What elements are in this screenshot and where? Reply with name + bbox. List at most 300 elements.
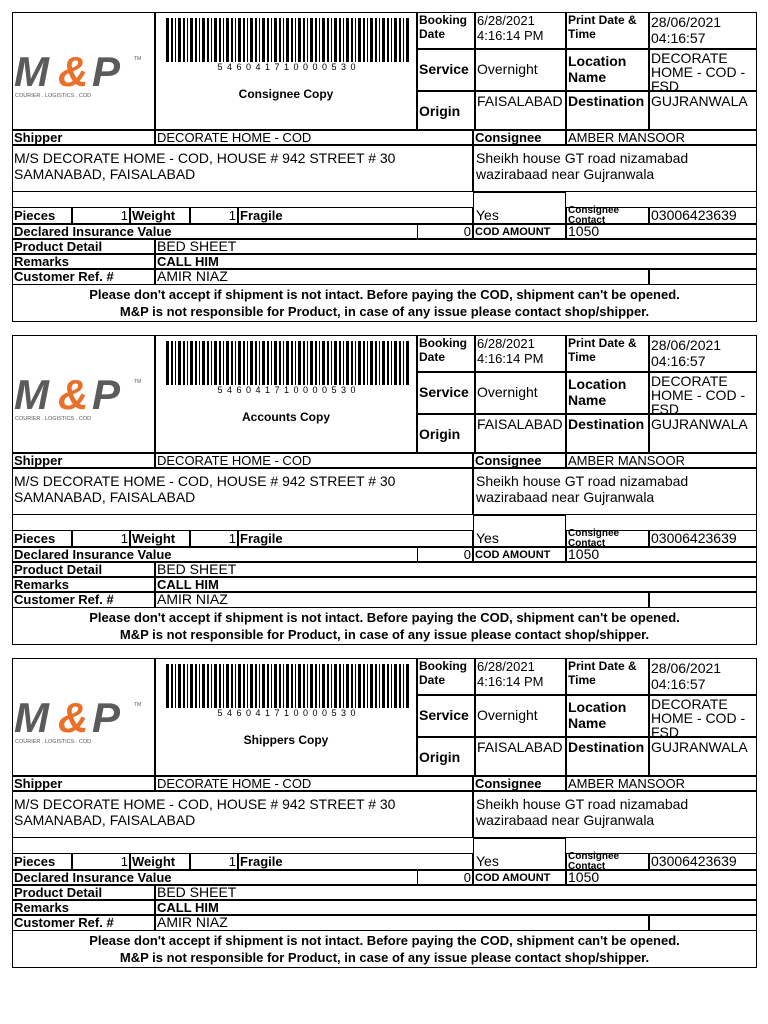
ref-value: AMIR NIAZ [157, 268, 228, 284]
ref-label: Customer Ref. # [14, 592, 114, 607]
barcode-bar [202, 18, 205, 62]
barcode-bar [327, 341, 329, 385]
barcode-bar [283, 341, 284, 385]
barcode-bar [267, 341, 269, 385]
barcode-graphic [164, 664, 410, 708]
shipper-name: DECORATE HOME - COD [157, 776, 312, 791]
barcode-bar [286, 664, 289, 708]
print-date-label: Print Date & Time [568, 336, 637, 364]
svg-text:TM: TM [134, 56, 142, 62]
barcode-bar [231, 18, 233, 62]
barcode-bar [247, 341, 248, 385]
fragile-label: Fragile [240, 531, 283, 546]
barcode-bar [183, 341, 185, 385]
barcode-bar [387, 664, 389, 708]
barcode-bar [406, 664, 409, 708]
contact-value: 03006423639 [651, 853, 737, 869]
booking-date-value: 6/28/2021 4:16:14 PM [477, 659, 544, 689]
product-cell [155, 239, 757, 254]
barcode-bar [187, 341, 188, 385]
barcode-bar [327, 664, 329, 708]
cod-value: 1050 [568, 223, 600, 239]
barcode-bar [375, 341, 377, 385]
barcode-bar [235, 664, 236, 708]
barcode-bar [243, 664, 245, 708]
product-cell [155, 562, 757, 577]
consignee-address: Sheikh house GT road nizamabad wazirabaad near Gujranwala [476, 150, 689, 183]
copy-label: Shippers Copy [243, 733, 329, 747]
barcode-bar [322, 664, 325, 708]
origin-value: FAISALABAD [477, 416, 563, 432]
destination-label: Destination [568, 739, 645, 755]
shipper-label: Shipper [14, 776, 63, 791]
barcode-bar [343, 664, 344, 708]
barcode-bar [367, 18, 368, 62]
pieces-value: 1 [120, 208, 128, 223]
barcode-bar [399, 664, 401, 708]
barcode-graphic [164, 341, 410, 385]
consignee-label: Consignee [475, 453, 542, 468]
booking-date-label: Booking Date [419, 13, 467, 41]
barcode-bar [358, 341, 361, 385]
ref-cell [155, 592, 649, 608]
barcode-bar [295, 341, 296, 385]
barcode-bar [382, 664, 385, 708]
barcode-bar [271, 18, 272, 62]
barcode-digits: 5 4 6 0 4 1 7 1 0 0 0 0 5 3 0 [217, 385, 357, 395]
barcode-bar [223, 18, 224, 62]
barcode-bar [406, 341, 409, 385]
fragile-value: Yes [476, 207, 499, 223]
barcode-bar [267, 664, 269, 708]
cod-value: 1050 [568, 546, 600, 562]
service-label: Service [419, 61, 469, 77]
booking-date-label: Booking Date [419, 336, 467, 364]
location-value: DECORATE HOME - COD -FSD [651, 373, 746, 417]
barcode-bar [334, 664, 337, 708]
remarks-cell [155, 254, 757, 269]
barcode-bar [303, 18, 305, 62]
product-value: BED SHEET [157, 884, 237, 900]
barcode-bar [190, 664, 193, 708]
barcode-bar [255, 18, 257, 62]
barcode-bar [207, 341, 209, 385]
barcode-bar [295, 664, 296, 708]
product-cell [155, 885, 757, 900]
barcode-bar [214, 664, 217, 708]
barcode-bar [331, 664, 332, 708]
barcode-bar [259, 341, 260, 385]
barcode-bar [298, 341, 301, 385]
barcode-bar [319, 18, 320, 62]
consignee-name: AMBER MANSOOR [568, 776, 686, 791]
ref-empty-cell [649, 592, 757, 608]
barcode-bar [291, 664, 293, 708]
pieces-value: 1 [120, 531, 128, 546]
barcode-bar [363, 341, 365, 385]
print-date-value: 28/06/2021 04:16:57 [651, 660, 722, 693]
barcode-bar [379, 341, 380, 385]
destination-label: Destination [568, 93, 645, 109]
barcode-bar [334, 341, 337, 385]
product-value: BED SHEET [157, 561, 237, 577]
barcode-bar [382, 18, 385, 62]
barcode-bar [178, 341, 181, 385]
pieces-value: 1 [120, 854, 128, 869]
consignee-name: AMBER MANSOOR [568, 453, 686, 468]
shipper-label: Shipper [14, 453, 63, 468]
location-label: Location Name [568, 376, 627, 409]
origin-label: Origin [419, 749, 461, 765]
ref-value: AMIR NIAZ [157, 914, 228, 930]
barcode-bar [394, 18, 397, 62]
barcode-bar [247, 664, 248, 708]
cod-value: 1050 [568, 869, 600, 885]
barcode-bar [406, 18, 409, 62]
barcode-bar [219, 18, 221, 62]
barcode-bar [279, 664, 281, 708]
barcode-bar [355, 18, 356, 62]
barcode-bar [319, 341, 320, 385]
cod-label: COD AMOUNT [475, 872, 551, 884]
location-label: Location Name [568, 53, 627, 86]
barcode-bar [382, 341, 385, 385]
ref-label: Customer Ref. # [14, 915, 114, 930]
location-value: DECORATE HOME - COD -FSD [651, 696, 746, 740]
booking-date-value: 6/28/2021 4:16:14 PM [477, 13, 544, 43]
barcode-bar [279, 341, 281, 385]
barcode-bar [171, 664, 173, 708]
barcode-bar [346, 18, 349, 62]
barcode-bar [190, 341, 193, 385]
service-value: Overnight [477, 384, 538, 400]
barcode-bar [322, 18, 325, 62]
barcode-bar [219, 341, 221, 385]
ref-value: AMIR NIAZ [157, 591, 228, 607]
barcode-bar [195, 664, 197, 708]
svg-text:&: & [58, 50, 89, 95]
barcode-bar [310, 18, 313, 62]
barcode-bar [394, 664, 397, 708]
svg-text:&: & [58, 696, 89, 741]
destination-value: GUJRANWALA [651, 739, 748, 755]
barcode-bar [399, 18, 401, 62]
barcode-graphic [164, 18, 410, 62]
barcode-bar [226, 18, 229, 62]
product-label: Product Detail [14, 239, 103, 254]
barcode-bar [367, 341, 368, 385]
barcode-bar [247, 18, 248, 62]
product-value: BED SHEET [157, 238, 237, 254]
barcode-bar [274, 664, 277, 708]
origin-label: Origin [419, 103, 461, 119]
remarks-value: CALL HIM [157, 900, 219, 915]
service-value: Overnight [477, 61, 538, 77]
insurance-value: 0 [463, 870, 471, 885]
barcode-bar [243, 18, 245, 62]
weight-value: 1 [228, 531, 236, 546]
barcode-bar [403, 18, 404, 62]
barcode-bar [211, 18, 212, 62]
product-label: Product Detail [14, 562, 103, 577]
barcode-bar [375, 18, 377, 62]
barcode-bar [183, 664, 185, 708]
origin-label: Origin [419, 426, 461, 442]
barcode-bar [171, 18, 173, 62]
service-value: Overnight [477, 707, 538, 723]
weight-value: 1 [228, 854, 236, 869]
svg-text:M: M [14, 373, 47, 418]
barcode-bar [303, 341, 305, 385]
shipper-address: M/S DECORATE HOME - COD, HOUSE # 942 STREET # 30 SAMANABAD, FAISALABAD [14, 796, 396, 829]
barcode-bar [262, 341, 265, 385]
barcode-bar [187, 664, 188, 708]
contact-label: Consignee Contact [568, 851, 620, 872]
insurance-value: 0 [463, 224, 471, 239]
barcode-bar [250, 341, 253, 385]
barcode-bar [363, 664, 365, 708]
barcode-bar [223, 664, 224, 708]
notice-line-1: Please don't accept if shipment is not intact. Before paying the COD, shipment can't be opened. [89, 933, 680, 948]
remarks-label: Remarks [14, 577, 69, 592]
notice-line-1: Please don't accept if shipment is not intact. Before paying the COD, shipment can't be opened. [89, 610, 680, 625]
barcode-bar [295, 18, 296, 62]
ref-empty-cell [649, 915, 757, 931]
ref-cell [155, 915, 649, 931]
barcode-bar [207, 18, 209, 62]
origin-value: FAISALABAD [477, 739, 563, 755]
svg-text:M: M [14, 50, 47, 95]
contact-value: 03006423639 [651, 207, 737, 223]
consignee-name: AMBER MANSOOR [568, 130, 686, 145]
barcode-bar [214, 341, 217, 385]
barcode-bar [283, 664, 284, 708]
shipper-name: DECORATE HOME - COD [157, 453, 312, 468]
barcode-bar [286, 341, 289, 385]
pieces-label: Pieces [14, 531, 56, 546]
consignee-address: Sheikh house GT road nizamabad wazirabaad near Gujranwala [476, 473, 689, 506]
barcode-bar [207, 664, 209, 708]
barcode-bar [355, 341, 356, 385]
barcode-bar [315, 341, 317, 385]
barcode-bar [238, 18, 241, 62]
barcode-bar [310, 664, 313, 708]
barcode-bar [307, 664, 308, 708]
barcode-bar [199, 341, 200, 385]
barcode-bar [343, 18, 344, 62]
barcode-bar [339, 341, 341, 385]
notice-line-2: M&P is not responsible for Product, in case of any issue please contact shop/shipper. [119, 627, 650, 642]
barcode-bar [355, 664, 356, 708]
barcode-bar [279, 18, 281, 62]
insurance-label: Declared Insurance Value [14, 547, 172, 562]
cod-label: COD AMOUNT [475, 226, 551, 238]
barcode-bar [346, 664, 349, 708]
barcode-bar [375, 664, 377, 708]
barcode-bar [370, 18, 373, 62]
barcode-bar [310, 341, 313, 385]
barcode-bar [231, 341, 233, 385]
remarks-value: CALL HIM [157, 577, 219, 592]
barcode-bar [226, 664, 229, 708]
barcode-bar [387, 341, 389, 385]
barcode-bar [166, 664, 169, 708]
barcode-bar [262, 664, 265, 708]
print-date-value: 28/06/2021 04:16:57 [651, 337, 722, 370]
barcode-bar [255, 341, 257, 385]
barcode-bar [190, 18, 193, 62]
fragile-value: Yes [476, 530, 499, 546]
svg-text:TM: TM [134, 702, 142, 708]
barcode-bar [343, 341, 344, 385]
barcode-bar [243, 341, 245, 385]
insurance-label: Declared Insurance Value [14, 224, 172, 239]
barcode-bar [315, 664, 317, 708]
barcode-bar [379, 664, 380, 708]
barcode-bar [211, 664, 212, 708]
weight-value: 1 [228, 208, 236, 223]
shipper-address: M/S DECORATE HOME - COD, HOUSE # 942 STREET # 30 SAMANABAD, FAISALABAD [14, 473, 396, 506]
location-value: DECORATE HOME - COD -FSD [651, 50, 746, 94]
barcode-bar [327, 18, 329, 62]
ref-cell [155, 269, 649, 285]
barcode-bar [339, 664, 341, 708]
barcode-bar [291, 341, 293, 385]
origin-value: FAISALABAD [477, 93, 563, 109]
contact-label: Consignee Contact [568, 205, 620, 226]
barcode-bar [351, 18, 353, 62]
barcode-bar [223, 341, 224, 385]
consignee-address: Sheikh house GT road nizamabad wazirabaad near Gujranwala [476, 796, 689, 829]
barcode-bar [403, 664, 404, 708]
pieces-label: Pieces [14, 854, 56, 869]
barcode-bar [175, 664, 176, 708]
barcode-bar [399, 341, 401, 385]
barcode-bar [226, 341, 229, 385]
weight-label: Weight [132, 854, 176, 869]
barcode-bar [195, 341, 197, 385]
barcode-bar [351, 341, 353, 385]
consignee-label: Consignee [475, 776, 542, 791]
barcode-bar [370, 341, 373, 385]
barcode-bar [370, 664, 373, 708]
remarks-value: CALL HIM [157, 254, 219, 269]
barcode-digits: 5 4 6 0 4 1 7 1 0 0 0 0 5 3 0 [217, 62, 357, 72]
shipper-label: Shipper [14, 130, 63, 145]
print-date-label: Print Date & Time [568, 659, 637, 687]
barcode-bar [307, 18, 308, 62]
barcode-bar [331, 18, 332, 62]
barcode-bar [307, 341, 308, 385]
svg-text:COURIER . LOGISTICS . COD: COURIER . LOGISTICS . COD [15, 739, 92, 745]
barcode-bar [358, 18, 361, 62]
ref-label: Customer Ref. # [14, 269, 114, 284]
barcode-bar [387, 18, 389, 62]
print-date-label: Print Date & Time [568, 13, 637, 41]
insurance-label: Declared Insurance Value [14, 870, 172, 885]
cod-label: COD AMOUNT [475, 549, 551, 561]
barcode-bar [195, 18, 197, 62]
barcode-bar [235, 341, 236, 385]
barcode-bar [394, 341, 397, 385]
remarks-label: Remarks [14, 900, 69, 915]
svg-text:COURIER . LOGISTICS . COD: COURIER . LOGISTICS . COD [15, 93, 92, 99]
barcode-bar [175, 341, 176, 385]
barcode-digits: 5 4 6 0 4 1 7 1 0 0 0 0 5 3 0 [217, 708, 357, 718]
barcode-bar [391, 664, 392, 708]
barcode-bar [291, 18, 293, 62]
barcode-bar [315, 18, 317, 62]
barcode-bar [274, 18, 277, 62]
insurance-value: 0 [463, 547, 471, 562]
contact-label: Consignee Contact [568, 528, 620, 549]
barcode-bar [178, 18, 181, 62]
barcode-bar [199, 664, 200, 708]
fragile-label: Fragile [240, 208, 283, 223]
svg-text:P: P [92, 373, 121, 418]
mp-logo [14, 696, 152, 746]
barcode-bar [339, 18, 341, 62]
barcode-bar [238, 341, 241, 385]
barcode-bar [259, 18, 260, 62]
barcode-bar [178, 664, 181, 708]
barcode-bar [271, 341, 272, 385]
barcode-bar [219, 664, 221, 708]
barcode-bar [250, 18, 253, 62]
barcode-bar [286, 18, 289, 62]
service-label: Service [419, 384, 469, 400]
barcode-bar [166, 341, 169, 385]
shipper-name: DECORATE HOME - COD [157, 130, 312, 145]
barcode-bar [211, 341, 212, 385]
consignee-label: Consignee [475, 130, 542, 145]
barcode-bar [391, 341, 392, 385]
barcode-bar [262, 18, 265, 62]
barcode-bar [171, 341, 173, 385]
fragile-label: Fragile [240, 854, 283, 869]
ref-empty-cell [649, 269, 757, 285]
mp-logo [14, 373, 152, 423]
barcode-bar [351, 664, 353, 708]
barcode-bar [334, 18, 337, 62]
barcode-bar [187, 18, 188, 62]
barcode-bar [202, 341, 205, 385]
location-label: Location Name [568, 699, 627, 732]
barcode-bar [214, 18, 217, 62]
barcode-bar [319, 664, 320, 708]
barcode-bar [358, 664, 361, 708]
remarks-label: Remarks [14, 254, 69, 269]
barcode-bar [391, 18, 392, 62]
svg-text:COURIER . LOGISTICS . COD: COURIER . LOGISTICS . COD [15, 416, 92, 422]
notice-line-1: Please don't accept if shipment is not intact. Before paying the COD, shipment can't be opened. [89, 287, 680, 302]
barcode-bar [298, 664, 301, 708]
destination-value: GUJRANWALA [651, 93, 748, 109]
barcode-bar [199, 18, 200, 62]
svg-text:M: M [14, 696, 47, 741]
barcode-bar [298, 18, 301, 62]
barcode-bar [183, 18, 185, 62]
product-label: Product Detail [14, 885, 103, 900]
barcode-bar [235, 18, 236, 62]
notice-line-2: M&P is not responsible for Product, in case of any issue please contact shop/shipper. [119, 304, 650, 319]
contact-value: 03006423639 [651, 530, 737, 546]
service-label: Service [419, 707, 469, 723]
notice-line-2: M&P is not responsible for Product, in case of any issue please contact shop/shipper. [119, 950, 650, 965]
remarks-cell [155, 900, 757, 915]
barcode-bar [322, 341, 325, 385]
shipper-address: M/S DECORATE HOME - COD, HOUSE # 942 STREET # 30 SAMANABAD, FAISALABAD [14, 150, 396, 183]
